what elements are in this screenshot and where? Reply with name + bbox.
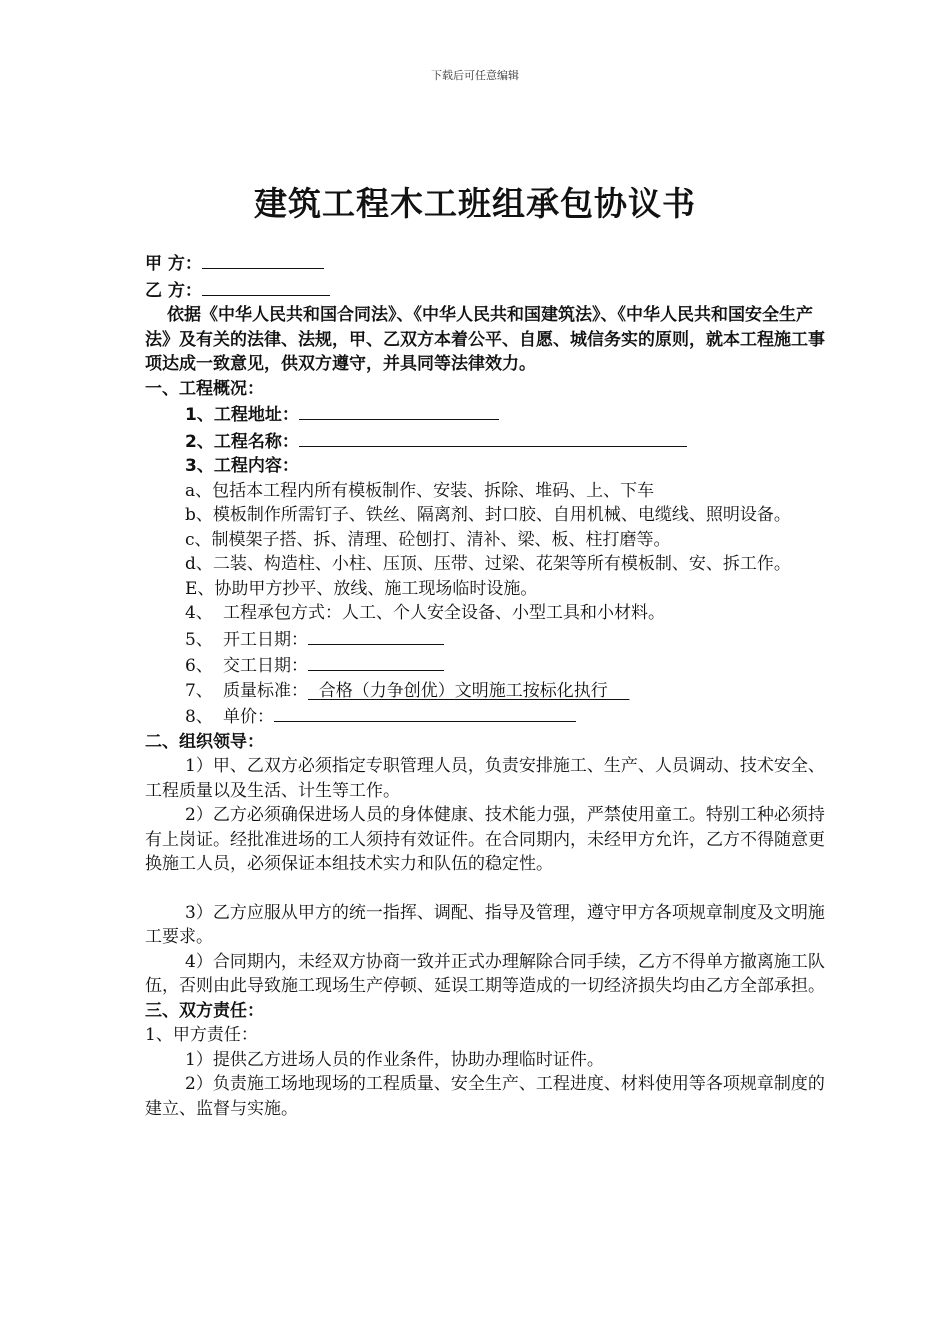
organization-clause-4: 4）合同期内，未经双方协商一致并正式办理解除合同手续，乙方不得单方撤离施工队伍，否则由此导致施工现场生产停顿、延误工期等造成的一切经济损失均由乙方全部承担。 bbox=[145, 951, 825, 996]
start-date-label: 开工日期： bbox=[223, 629, 308, 650]
party-b-label: 乙 方： bbox=[145, 280, 202, 301]
quality-standard-line bbox=[145, 679, 825, 704]
start-date-line bbox=[145, 626, 825, 653]
quality-standard-value: 合格（力争创优）文明施工按标化执行 bbox=[308, 680, 630, 701]
project-address-label: 1、工程地址： bbox=[185, 405, 299, 425]
party-a-line bbox=[145, 250, 825, 277]
content-item-d: d、二装、构造柱、小柱、压顶、压带、过梁、花架等所有模板制、安、拆工作。 bbox=[185, 554, 791, 574]
spacer bbox=[145, 877, 825, 901]
party-a-label: 甲 方： bbox=[145, 254, 202, 274]
quality-standard-label: 质量标准： bbox=[223, 680, 308, 701]
project-address-blank bbox=[299, 401, 499, 420]
project-name-label: 2、工程名称： bbox=[185, 431, 299, 452]
completion-date-blank bbox=[308, 652, 444, 671]
item5-number: 5、 bbox=[185, 629, 213, 650]
completion-date-line bbox=[145, 652, 825, 679]
unit-price-line bbox=[145, 703, 825, 730]
project-name-blank bbox=[299, 428, 687, 447]
header-note: 下载后可任意编辑 bbox=[431, 69, 519, 82]
party-b-blank bbox=[202, 277, 330, 296]
item6-number: 6、 bbox=[185, 656, 213, 676]
document-title: 建筑工程木工班组承包协议书 bbox=[254, 184, 696, 223]
content-item-e: E、协助甲方抄平、放线、施工现场临时设施。 bbox=[185, 578, 538, 599]
section1-heading: 一、工程概况： bbox=[145, 378, 264, 399]
organization-clause-1: 1）甲、乙双方必须指定专职管理人员，负责安排施工、生产、人员调动、技术安全、工程质量以及生活、计生等工作。 bbox=[145, 756, 825, 801]
party-a-duty-1: 1）提供乙方进场人员的作业条件，协助办理临时证件。 bbox=[185, 1049, 604, 1070]
section2-heading: 二、组织领导： bbox=[145, 731, 264, 752]
content-item-b: b、模板制作所需钉子、铁丝、隔离剂、封口胶、自用机械、电缆线、照明设备。 bbox=[185, 505, 791, 525]
document-body bbox=[145, 250, 825, 1121]
party-a-duties-heading: 1、甲方责任： bbox=[145, 1025, 258, 1045]
preamble: 依据《中华人民共和国合同法》、《中华人民共和国建筑法》、《中华人民共和国安全生产法》及有关的法律、法规，甲、乙双方本着公平、自愿、城信务实的原则，就本工程施工事项达成一致意见，供双方遵守，并具同等法律效力。 bbox=[145, 305, 825, 374]
party-a-duty-2: 2）负责施工场地现场的工程质量、安全生产、工程进度、材料使用等各项规章制度的建立、监督与实施。 bbox=[145, 1074, 825, 1119]
project-content-label: 3、工程内容： bbox=[185, 456, 299, 476]
organization-clause-3: 3）乙方应服从甲方的统一指挥、调配、指导及管理，遵守甲方各项规章制度及文明施工要求。 bbox=[145, 902, 825, 947]
unit-price-label: 单价： bbox=[223, 707, 274, 727]
contract-method-line bbox=[145, 601, 825, 626]
project-name-line bbox=[145, 428, 825, 455]
content-item-a: a、包括本工程内所有模板制作、安装、拆除、堆码、上、下车 bbox=[185, 480, 655, 501]
contract-method-text: 工程承包方式：人工、个人安全设备、小型工具和小材料。 bbox=[223, 603, 665, 623]
party-a-blank bbox=[202, 250, 324, 269]
unit-price-blank bbox=[274, 703, 576, 722]
completion-date-label: 交工日期： bbox=[223, 656, 308, 676]
section3-heading: 三、双方责任： bbox=[145, 1000, 264, 1021]
item7-number: 7、 bbox=[185, 680, 213, 701]
item8-number: 8、 bbox=[185, 707, 213, 727]
content-item-c: c、制模架子搭、拆、清理、砼刨打、清补、梁、板、柱打磨等。 bbox=[185, 529, 671, 550]
item4-number: 4、 bbox=[185, 603, 213, 623]
party-b-line bbox=[145, 277, 825, 304]
organization-clause-2: 2）乙方必须确保进场人员的身体健康、技术能力强，严禁使用童工。特别工种必须持有上岗证。经批准进场的工人须持有效证件。在合同期内，未经甲方允许，乙方不得随意更换施工人员，必须保证本组技术实力和队伍的稳定性。 bbox=[145, 805, 825, 874]
project-address-line bbox=[145, 401, 825, 428]
start-date-blank bbox=[308, 626, 444, 645]
